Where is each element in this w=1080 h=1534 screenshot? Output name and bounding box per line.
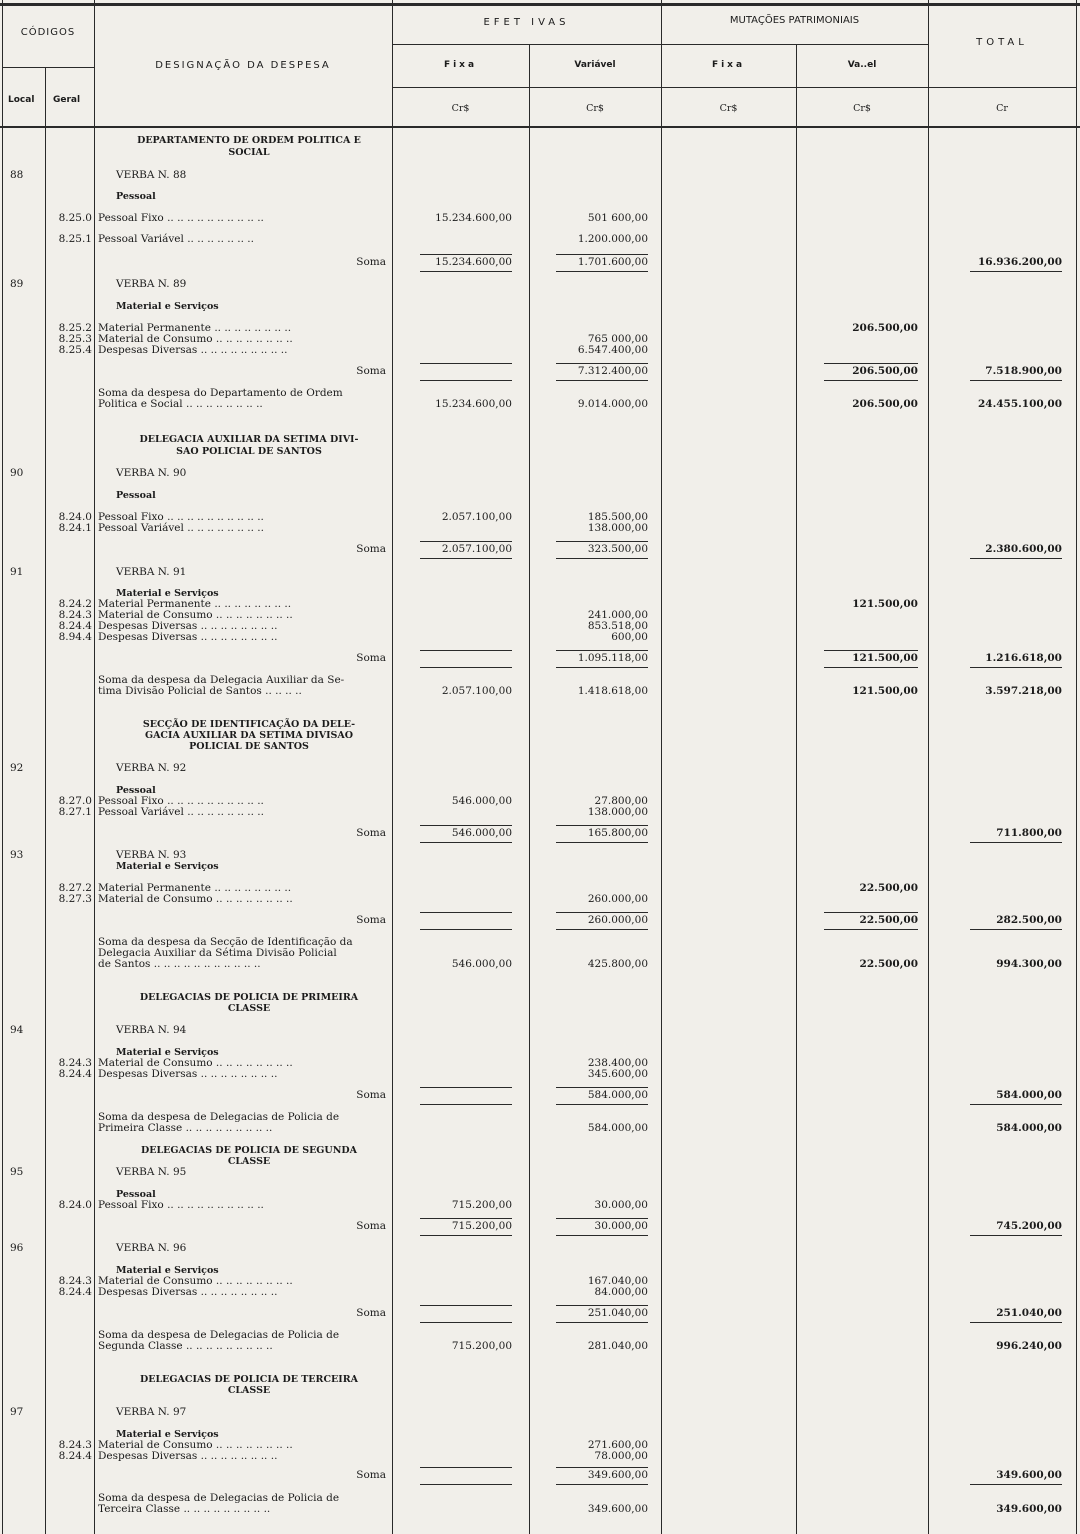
soma-rule (420, 1235, 512, 1236)
value-efetiva-variavel: 260.000,00 (587, 914, 648, 926)
value-efetiva-variavel: 323.500,00 (587, 543, 648, 555)
soma-rule (420, 271, 512, 272)
verba-label: VERBA N. 95 (116, 1166, 187, 1178)
section-title: SAO POLICIAL DE SANTOS (176, 446, 322, 457)
soma-rule (824, 929, 918, 930)
value-efetiva-variavel: 30.000,00 (594, 1199, 648, 1211)
header-efetivas: EFET IVAS (483, 17, 570, 28)
code-geral: 8.27.3 (58, 893, 92, 905)
value-efetiva-variavel: 138.000,00 (587, 522, 648, 534)
code-geral: 8.24.3 (58, 1439, 92, 1451)
value-total: 711.800,00 (996, 827, 1062, 839)
soma-rule (556, 380, 648, 381)
value-efetiva-variavel: 765 000,00 (587, 333, 648, 345)
code-geral: 8.24.4 (58, 1286, 92, 1298)
soma-rule (420, 254, 512, 255)
value-total: 7.518.900,00 (985, 365, 1062, 377)
value-efetiva-fixa: 2.057.100,00 (441, 511, 512, 523)
soma-rule (556, 1235, 648, 1236)
group-label: Pessoal (116, 785, 156, 796)
soma-rule (970, 380, 1062, 381)
value-efetiva-variavel: 167.040,00 (587, 1275, 648, 1287)
value-total: 584.000,00 (996, 1122, 1062, 1134)
group-label: Pessoal (116, 191, 156, 202)
code-geral: 8.25.2 (58, 322, 92, 334)
value-efetiva-variavel: 251.040,00 (587, 1307, 648, 1319)
soma-description: Segunda Classe .. .. .. .. .. .. .. .. .. (98, 1340, 273, 1352)
rule-right (1076, 0, 1077, 1534)
section-title: CLASSE (227, 1156, 271, 1167)
item-description: Despesas Diversas .. .. .. .. .. .. .. .. .. (98, 344, 288, 356)
verba-label: VERBA N. 92 (116, 762, 187, 774)
code-local: 89 (10, 278, 24, 290)
item-description: Despesas Diversas .. .. .. .. .. .. .. .. (98, 631, 278, 643)
soma-rule (556, 667, 648, 668)
soma-rule (824, 363, 918, 364)
soma-rule (556, 558, 648, 559)
code-geral: 8.24.4 (58, 620, 92, 632)
value-total: 2.380.600,00 (985, 543, 1062, 555)
verba-label: VERBA N. 91 (116, 566, 187, 578)
value-total: 24.455.100,00 (977, 398, 1062, 410)
item-description: Despesas Diversas .. .. .. .. .. .. .. .. (98, 620, 278, 632)
soma-label: Soma (356, 1089, 386, 1101)
group-label: Material e Serviços (116, 588, 219, 599)
rule-hdr-codigos (2, 67, 94, 68)
code-geral: 8.25.0 (58, 212, 92, 224)
group-label: Material e Serviços (116, 861, 219, 872)
verba-label: VERBA N. 96 (116, 1242, 187, 1254)
value-total: 282.500,00 (996, 914, 1062, 926)
soma-rule (556, 1322, 648, 1323)
soma-rule (420, 1104, 512, 1105)
soma-rule (824, 650, 918, 651)
soma-label: Soma (356, 256, 386, 268)
soma-label: Soma (356, 1220, 386, 1232)
value-efetiva-fixa: 715.200,00 (451, 1220, 512, 1232)
soma-rule (556, 842, 648, 843)
header-currency-2: Cr$ (586, 103, 604, 114)
header-local: Local (8, 95, 35, 105)
soma-rule (556, 254, 648, 255)
soma-rule (556, 825, 648, 826)
item-description: Material de Consumo .. .. .. .. .. .. .. .. (98, 1057, 293, 1069)
soma-description: Soma da despesa de Delegacias de Policia de (98, 1111, 340, 1123)
value-total: 996.240,00 (996, 1340, 1062, 1352)
soma-description: de Santos .. .. .. .. .. .. .. .. .. .. .. (98, 958, 261, 970)
value-efetiva-variavel: 30.000,00 (594, 1220, 648, 1232)
item-description: Material de Consumo .. .. .. .. .. .. .. .. (98, 893, 293, 905)
soma-description: Politica e Social .. .. .. .. .. .. .. .. (98, 398, 263, 410)
soma-rule (970, 1104, 1062, 1105)
soma-rule (556, 929, 648, 930)
value-efetiva-variavel: 584.000,00 (587, 1122, 648, 1134)
value-efetiva-variavel: 425.800,00 (587, 958, 648, 970)
value-efetiva-fixa: 15.234.600,00 (435, 398, 512, 410)
header-currency-5: Cr (996, 103, 1008, 114)
value-efetiva-fixa: 715.200,00 (451, 1340, 512, 1352)
header-currency-3: Cr$ (719, 103, 738, 114)
rule-hdr-1 (392, 44, 928, 45)
code-geral: 8.24.2 (58, 598, 92, 610)
verba-label: VERBA N. 94 (116, 1024, 187, 1036)
header-codigos: CÓDIGOS (20, 27, 76, 38)
value-efetiva-variavel: 501 600,00 (587, 212, 648, 224)
group-label: Pessoal (116, 1189, 156, 1200)
soma-description: Primeira Classe .. .. .. .. .. .. .. .. .. (98, 1122, 273, 1134)
soma-rule (420, 1322, 512, 1323)
value-total: 349.600,00 (996, 1469, 1062, 1481)
soma-label: Soma (356, 914, 386, 926)
item-description: Material de Consumo .. .. .. .. .. .. .. .. (98, 609, 293, 621)
rule-mut-fixa (796, 45, 797, 1534)
soma-rule (420, 825, 512, 826)
code-geral: 8.24.1 (58, 522, 92, 534)
soma-rule (970, 842, 1062, 843)
verba-label: VERBA N. 89 (116, 278, 187, 290)
header-currency-1: Cr$ (451, 103, 470, 114)
group-label: Material e Serviços (116, 1047, 219, 1058)
value-efetiva-variavel: 238.400,00 (587, 1057, 648, 1069)
value-efetiva-variavel: 281.040,00 (587, 1340, 648, 1352)
header-variavel: Variável (574, 60, 616, 70)
rule-codigos (94, 0, 95, 1534)
header-mut-variavel: Va..el (847, 60, 877, 70)
rule-hdr-2 (392, 87, 1076, 88)
rule-fixa (529, 45, 530, 1534)
code-geral: 8.24.4 (58, 1068, 92, 1080)
value-efetiva-variavel: 9.014.000,00 (577, 398, 648, 410)
section-title: DELEGACIAS DE POLICIA DE TERCEIRA (140, 1374, 358, 1385)
group-label: Pessoal (116, 490, 156, 501)
item-description: Material Permanente .. .. .. .. .. .. .. .. (98, 322, 292, 334)
soma-rule (420, 1484, 512, 1485)
code-local: 92 (10, 762, 24, 774)
header-currency-4: Cr$ (853, 103, 871, 114)
soma-rule (420, 380, 512, 381)
code-geral: 8.24.0 (58, 1199, 92, 1211)
value-efetiva-variavel: 1.701.600,00 (577, 256, 648, 268)
value-efetiva-variavel: 345.600,00 (587, 1068, 648, 1080)
value-efetiva-fixa: 715.200,00 (451, 1199, 512, 1211)
soma-label: Soma (356, 1469, 386, 1481)
code-geral: 8.24.4 (58, 1450, 92, 1462)
value-efetiva-variavel: 78.000,00 (594, 1450, 648, 1462)
value-efetiva-variavel: 1.418.618,00 (577, 685, 648, 697)
item-description: Material Permanente .. .. .. .. .. .. .. .. (98, 598, 292, 610)
soma-label: Soma (356, 652, 386, 664)
value-efetiva-fixa: 15.234.600,00 (435, 212, 512, 224)
header-mut-fixa: Fixa (711, 60, 746, 70)
soma-description: Soma da despesa da Delegacia Auxiliar da Se- (98, 674, 345, 686)
code-geral: 8.25.4 (58, 344, 92, 356)
code-geral: 8.94.4 (58, 631, 92, 643)
item-description: Pessoal Fixo .. .. .. .. .. .. .. .. .. .. (98, 795, 264, 807)
value-efetiva-variavel: 260.000,00 (587, 893, 648, 905)
value-total: 251.040,00 (996, 1307, 1062, 1319)
soma-rule (420, 1305, 512, 1306)
header-mutacoes: MUTAÇÕES PATRIMONIAIS (729, 15, 860, 26)
soma-rule (970, 1322, 1062, 1323)
soma-rule (970, 558, 1062, 559)
soma-rule (556, 1484, 648, 1485)
code-geral: 8.25.3 (58, 333, 92, 345)
soma-description: Soma da despesa do Departamento de Ordem (98, 387, 343, 399)
item-description: Pessoal Variável .. .. .. .. .. .. .. .. (98, 806, 264, 818)
soma-rule (970, 1235, 1062, 1236)
header-geral: Geral (53, 95, 81, 105)
value-efetiva-variavel: 7.312.400,00 (577, 365, 648, 377)
code-geral: 8.25.1 (58, 233, 92, 245)
code-local: 96 (10, 1242, 24, 1254)
soma-rule (420, 541, 512, 542)
value-efetiva-variavel: 138.000,00 (587, 806, 648, 818)
header-designacao: DESIGNAÇÃO DA DESPESA (155, 60, 331, 71)
item-description: Material Permanente .. .. .. .. .. .. .. .. (98, 882, 292, 894)
value-efetiva-variavel: 6.547.400,00 (577, 344, 648, 356)
value-efetiva-fixa: 2.057.100,00 (441, 543, 512, 555)
value-total: 994.300,00 (996, 958, 1062, 970)
value-efetiva-variavel: 853.518,00 (587, 620, 648, 632)
verba-label: VERBA N. 93 (116, 849, 187, 861)
code-geral: 8.27.2 (58, 882, 92, 894)
soma-rule (420, 1218, 512, 1219)
verba-label: VERBA N. 97 (116, 1406, 187, 1418)
soma-description: Soma da despesa da Secção de Identificação da (98, 936, 353, 948)
rule-efetivas (661, 0, 662, 1534)
soma-description: tima Divisão Policial de Santos .. .. .. .. (98, 685, 302, 697)
soma-rule (556, 1467, 648, 1468)
item-description: Material de Consumo .. .. .. .. .. .. .. .. (98, 1275, 293, 1287)
soma-rule (970, 1484, 1062, 1485)
value-efetiva-variavel: 185.500,00 (587, 511, 648, 523)
value-mutacao-variavel: 121.500,00 (852, 598, 918, 610)
soma-rule (420, 558, 512, 559)
code-geral: 8.27.0 (58, 795, 92, 807)
group-label: Material e Serviços (116, 1265, 219, 1276)
soma-rule (824, 380, 918, 381)
code-geral: 8.24.3 (58, 1057, 92, 1069)
code-geral: 8.24.0 (58, 511, 92, 523)
value-mutacao-variavel: 206.500,00 (852, 365, 918, 377)
soma-rule (420, 912, 512, 913)
code-local: 95 (10, 1166, 24, 1178)
section-title: CLASSE (227, 1385, 271, 1396)
soma-rule (556, 1087, 648, 1088)
item-description: Pessoal Variável .. .. .. .. .. .. .. .. (98, 522, 264, 534)
soma-rule (556, 650, 648, 651)
value-mutacao-variavel: 22.500,00 (859, 958, 918, 970)
section-title: SOCIAL (228, 147, 270, 158)
item-description: Pessoal Fixo .. .. .. .. .. .. .. .. .. .. (98, 1199, 264, 1211)
code-geral: 8.24.3 (58, 609, 92, 621)
soma-rule (556, 271, 648, 272)
value-mutacao-variavel: 22.500,00 (859, 914, 918, 926)
value-efetiva-variavel: 584.000,00 (587, 1089, 648, 1101)
value-mutacao-variavel: 121.500,00 (852, 685, 918, 697)
section-title: SECÇÃO DE IDENTIFICAÇÃO DA DELE- (142, 719, 356, 730)
header-fixa: Fixa (443, 60, 478, 70)
value-efetiva-variavel: 241.000,00 (587, 609, 648, 621)
soma-rule (420, 842, 512, 843)
verba-label: VERBA N. 88 (116, 169, 187, 181)
group-label: Material e Serviços (116, 1429, 219, 1440)
value-efetiva-variavel: 27.800,00 (594, 795, 648, 807)
value-efetiva-fixa: 546.000,00 (451, 958, 512, 970)
item-description: Pessoal Variável .. .. .. .. .. .. .. (98, 233, 254, 245)
item-description: Material de Consumo .. .. .. .. .. .. .. .. (98, 1439, 293, 1451)
soma-rule (420, 363, 512, 364)
soma-description: Soma da despesa de Delegacias de Policia de (98, 1329, 340, 1341)
rule-top (0, 3, 1080, 6)
item-description: Pessoal Fixo .. .. .. .. .. .. .. .. .. .. (98, 212, 264, 224)
soma-label: Soma (356, 1307, 386, 1319)
soma-description: Delegacia Auxiliar da Sétima Divisão Policial (98, 947, 337, 959)
soma-rule (556, 1218, 648, 1219)
soma-rule (824, 912, 918, 913)
section-title: DEPARTAMENTO DE ORDEM POLITICA E (137, 135, 361, 146)
value-efetiva-fixa: 2.057.100,00 (441, 685, 512, 697)
value-efetiva-variavel: 1.200.000,00 (577, 233, 648, 245)
code-local: 90 (10, 467, 24, 479)
soma-rule (420, 650, 512, 651)
code-geral: 8.24.3 (58, 1275, 92, 1287)
soma-rule (420, 1087, 512, 1088)
item-description: Despesas Diversas .. .. .. .. .. .. .. .. (98, 1286, 278, 1298)
soma-rule (970, 271, 1062, 272)
value-total: 16.936.200,00 (977, 256, 1062, 268)
section-title: POLICIAL DE SANTOS (189, 741, 309, 752)
soma-label: Soma (356, 827, 386, 839)
value-efetiva-fixa: 546.000,00 (451, 827, 512, 839)
value-total: 584.000,00 (996, 1089, 1062, 1101)
soma-label: Soma (356, 365, 386, 377)
item-description: Pessoal Fixo .. .. .. .. .. .. .. .. .. .. (98, 511, 264, 523)
value-total: 745.200,00 (996, 1220, 1062, 1232)
item-description: Despesas Diversas .. .. .. .. .. .. .. .. (98, 1068, 278, 1080)
soma-rule (420, 929, 512, 930)
rule-hdr-bottom (0, 126, 1080, 128)
value-efetiva-fixa: 546.000,00 (451, 795, 512, 807)
value-mutacao-variavel: 22.500,00 (859, 882, 918, 894)
section-title: DELEGACIAS DE POLICIA DE PRIMEIRA (139, 992, 359, 1003)
code-local: 91 (10, 566, 24, 578)
section-title: GACIA AUXILIAR DA SETIMA DIVISAO (144, 730, 354, 741)
soma-rule (970, 929, 1062, 930)
soma-label: Soma (356, 543, 386, 555)
code-local: 94 (10, 1024, 24, 1036)
soma-rule (556, 912, 648, 913)
header-total: TOTAL (976, 37, 1028, 48)
soma-rule (556, 1104, 648, 1105)
value-efetiva-fixa: 15.234.600,00 (435, 256, 512, 268)
value-efetiva-variavel: 349.600,00 (587, 1503, 648, 1515)
value-total: 1.216.618,00 (985, 652, 1062, 664)
value-mutacao-variavel: 121.500,00 (852, 652, 918, 664)
soma-rule (420, 1467, 512, 1468)
item-description: Material de Consumo .. .. .. .. .. .. .. .. (98, 333, 293, 345)
soma-description: Soma da despesa de Delegacias de Policia de (98, 1492, 340, 1504)
value-efetiva-variavel: 271.600,00 (587, 1439, 648, 1451)
soma-description: Terceira Classe .. .. .. .. .. .. .. .. .. (98, 1503, 271, 1515)
section-title: DELEGACIA AUXILIAR DA SETIMA DIVI- (139, 434, 359, 445)
value-efetiva-variavel: 84.000,00 (594, 1286, 648, 1298)
section-title: CLASSE (227, 1003, 271, 1014)
soma-rule (556, 363, 648, 364)
soma-rule (420, 667, 512, 668)
code-local: 88 (10, 169, 24, 181)
value-efetiva-variavel: 1.095.118,00 (577, 652, 648, 664)
value-mutacao-variavel: 206.500,00 (852, 322, 918, 334)
value-efetiva-variavel: 349.600,00 (587, 1469, 648, 1481)
code-local: 97 (10, 1406, 24, 1418)
verba-label: VERBA N. 90 (116, 467, 187, 479)
value-efetiva-variavel: 165.800,00 (587, 827, 648, 839)
value-total: 3.597.218,00 (985, 685, 1062, 697)
rule-mutacoes (928, 0, 929, 1534)
soma-rule (824, 667, 918, 668)
soma-rule (556, 541, 648, 542)
group-label: Material e Serviços (116, 301, 219, 312)
code-local: 93 (10, 849, 24, 861)
soma-rule (970, 667, 1062, 668)
item-description: Despesas Diversas .. .. .. .. .. .. .. .. (98, 1450, 278, 1462)
value-efetiva-variavel: 600,00 (611, 631, 648, 643)
code-geral: 8.27.1 (58, 806, 92, 818)
rule-left (2, 0, 3, 1534)
section-title: DELEGACIAS DE POLICIA DE SEGUNDA (140, 1145, 358, 1156)
value-total: 349.600,00 (996, 1503, 1062, 1515)
soma-rule (556, 1305, 648, 1306)
value-mutacao-variavel: 206.500,00 (852, 398, 918, 410)
